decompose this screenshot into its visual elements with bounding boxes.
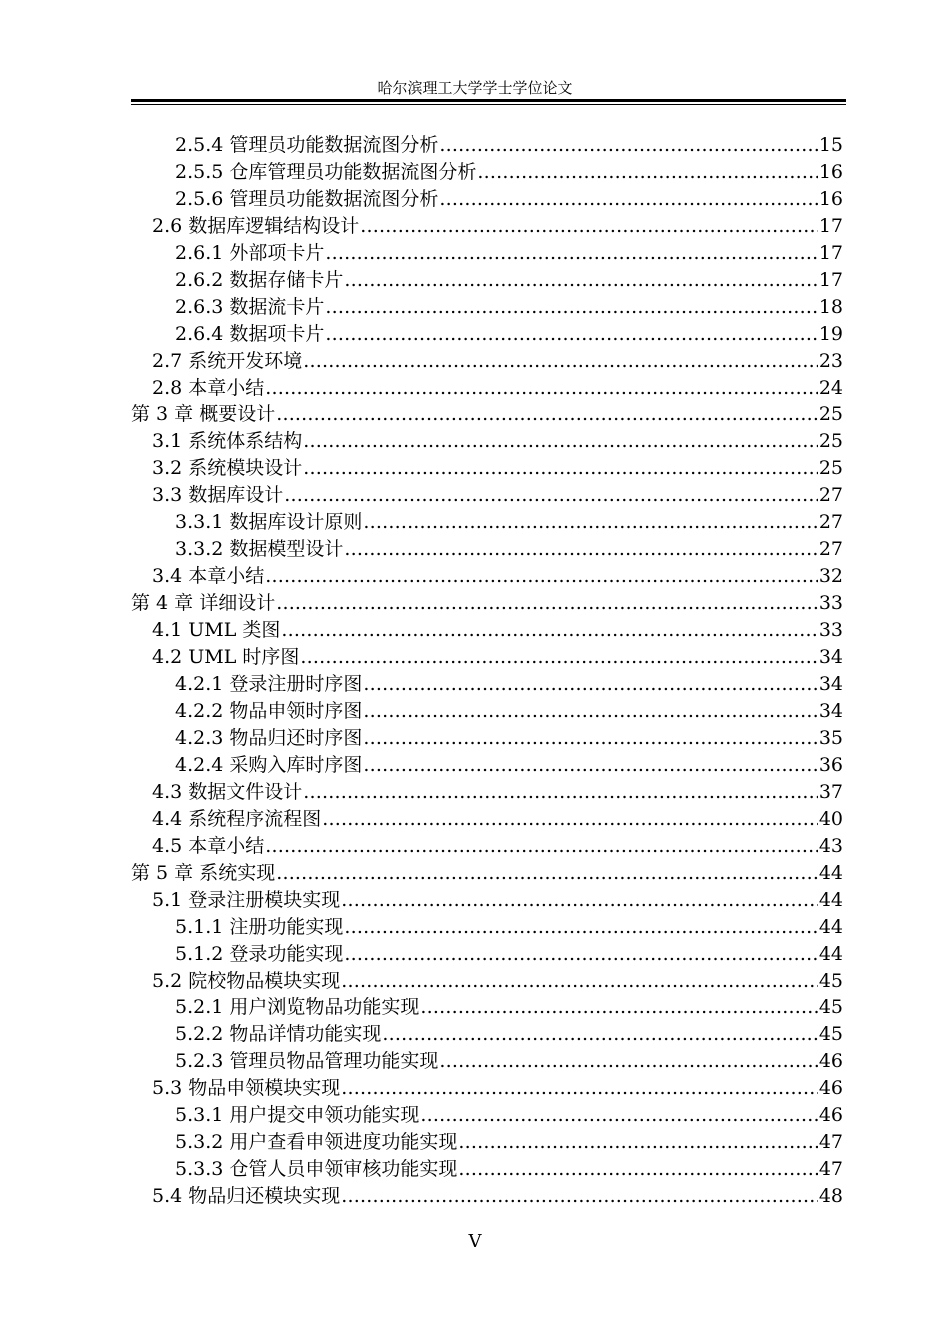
toc-entry-page: 25 [818,457,843,480]
toc-dot-leader [281,617,817,643]
toc-entry[interactable] [131,239,843,266]
toc-entry-label: 3.3 数据库设计 [152,484,284,507]
toc-entry[interactable] [131,158,843,185]
toc-entry-label: 5.3.2 用户查看申领进度功能实现 [175,1131,458,1154]
toc-entry-page: 46 [818,1077,843,1100]
toc-dot-leader [303,348,818,374]
toc-entry[interactable] [131,266,843,293]
toc-entry-label: 4.4 系统程序流程图 [152,807,322,830]
toc-dot-leader [363,698,817,724]
toc-entry-page: 46 [818,1104,843,1127]
toc-entry-label: 5.1.1 注册功能实现 [175,915,344,938]
toc-dot-leader [363,509,817,535]
toc-dot-leader [363,725,817,751]
running-header: 哈尔滨理工大学学士学位论文 [377,79,573,97]
toc-entry[interactable] [131,374,843,401]
toc-dot-leader [325,240,817,266]
toc-entry-label: 第 4 章 详细设计 [131,592,276,615]
toc-dot-leader [439,186,817,212]
toc-entry[interactable] [131,131,843,158]
toc-dot-leader [360,213,818,239]
toc-entry-page: 24 [818,376,843,399]
toc-entry-label: 4.3 数据文件设计 [152,780,303,803]
toc-dot-leader [341,1183,818,1209]
toc-dot-leader [382,1021,817,1047]
toc-entry-page: 34 [818,699,843,722]
toc-dot-leader [276,860,818,886]
toc-entry[interactable] [131,320,843,347]
toc-dot-leader [300,644,817,670]
toc-entry-label: 3.3.1 数据库设计原则 [175,511,363,534]
toc-entry-label: 2.6.1 外部项卡片 [175,241,325,264]
toc-dot-leader [341,887,818,913]
toc-dot-leader [420,1102,817,1128]
header-rule-thin [131,104,846,105]
toc-dot-leader [303,455,818,481]
toc-entry-page: 34 [818,673,843,696]
toc-dot-leader [303,779,818,805]
toc-entry-page: 17 [818,268,843,291]
toc-entry-label: 2.8 本章小结 [152,376,265,399]
toc-entry[interactable] [131,1155,843,1182]
toc-entry-page: 27 [818,484,843,507]
toc-entry-page: 40 [818,807,843,830]
toc-entry-label: 2.5.6 管理员功能数据流图分析 [175,187,439,210]
toc-dot-leader [363,671,817,697]
toc-entry-page: 17 [818,214,843,237]
toc-entry[interactable] [131,886,843,913]
toc-entry[interactable] [131,293,843,320]
toc-entry-label: 5.2 院校物品模块实现 [152,969,341,992]
toc-entry[interactable] [131,535,843,562]
toc-entry[interactable] [131,805,843,832]
toc-entry-label: 2.6.4 数据项卡片 [175,322,325,345]
toc-entry-page: 44 [818,861,843,884]
toc-entry-label: 5.1 登录注册模块实现 [152,888,341,911]
toc-entry[interactable] [131,562,843,589]
toc-entry[interactable] [131,1047,843,1074]
toc-dot-leader [341,1075,818,1101]
toc-entry[interactable] [131,697,843,724]
toc-entry-page: 44 [818,942,843,965]
toc-entry-label: 5.2.1 用户浏览物品功能实现 [175,996,420,1019]
toc-entry-page: 25 [818,430,843,453]
toc-entry-label: 2.6.3 数据流卡片 [175,295,325,318]
toc-dot-leader [265,833,818,859]
toc-entry-label: 5.2.2 物品详情功能实现 [175,1023,382,1046]
toc-entry-label: 3.3.2 数据模型设计 [175,538,344,561]
toc-entry[interactable] [131,1074,843,1101]
toc-entry-label: 4.2.3 物品归还时序图 [175,726,363,749]
toc-entry-label: 5.1.2 登录功能实现 [175,942,344,965]
toc-entry-page: 36 [818,753,843,776]
toc-entry-page: 19 [818,322,843,345]
toc-dot-leader [276,590,818,616]
toc-entry[interactable] [131,913,843,940]
toc-entry-page: 44 [818,888,843,911]
toc-entry[interactable] [131,832,843,859]
toc-dot-leader [344,941,817,967]
toc-entry-label: 2.7 系统开发环境 [152,349,303,372]
toc-dot-leader [344,914,817,940]
toc-entry-page: 33 [818,619,843,642]
toc-entry-label: 3.2 系统模块设计 [152,457,303,480]
toc-entry-label: 5.3 物品申领模块实现 [152,1077,341,1100]
toc-dot-leader [341,968,818,994]
toc-entry-label: 3.4 本章小结 [152,565,265,588]
toc-entry[interactable] [131,994,843,1021]
toc-dot-leader [303,428,818,454]
toc-entry-label: 4.5 本章小结 [152,834,265,857]
toc-dot-leader [344,267,817,293]
toc-entry-label: 2.6 数据库逻辑结构设计 [152,214,360,237]
toc-entry-page: 44 [818,915,843,938]
toc-dot-leader [284,482,818,508]
toc-entry[interactable] [131,427,843,454]
page-number: V [468,1231,482,1252]
toc-dot-leader [439,1048,817,1074]
toc-entry-label: 5.2.3 管理员物品管理功能实现 [175,1050,439,1073]
toc-dot-leader [458,1129,817,1155]
toc-entry[interactable] [131,643,843,670]
toc-entry-label: 5.3.3 仓管人员申领审核功能实现 [175,1158,458,1181]
toc-entry[interactable] [131,616,843,643]
toc-entry-page: 34 [818,646,843,669]
toc-entry-page: 47 [818,1131,843,1154]
toc-entry-page: 16 [818,160,843,183]
toc-entry-label: 第 5 章 系统实现 [131,861,276,884]
toc-dot-leader [265,375,818,401]
toc-dot-leader [477,159,817,185]
toc-entry-label: 2.5.4 管理员功能数据流图分析 [175,133,439,156]
toc-entry-label: 2.5.5 仓库管理员功能数据流图分析 [175,160,477,183]
toc-entry[interactable] [131,508,843,535]
toc-entry-page: 27 [818,538,843,561]
toc-dot-leader [363,752,817,778]
toc-entry-page: 27 [818,511,843,534]
toc-entry-page: 17 [818,241,843,264]
toc-entry-label: 4.1 UML 类图 [152,619,281,642]
toc-entry[interactable] [131,778,843,805]
toc-entry[interactable] [131,401,843,428]
toc-dot-leader [322,806,818,832]
toc-entry[interactable] [131,1182,843,1209]
toc-entry[interactable] [131,1020,843,1047]
toc-dot-leader [325,321,817,347]
toc-entry-label: 3.1 系统体系结构 [152,430,303,453]
toc-entry[interactable] [131,347,843,374]
table-of-contents [131,131,843,1209]
toc-entry[interactable] [131,1128,843,1155]
toc-entry[interactable] [131,859,843,886]
toc-entry-page: 46 [818,1050,843,1073]
toc-entry-label: 5.3.1 用户提交申领功能实现 [175,1104,420,1127]
toc-entry[interactable] [131,967,843,994]
toc-entry-label: 第 3 章 概要设计 [131,403,276,426]
toc-entry[interactable] [131,185,843,212]
toc-entry-page: 15 [818,133,843,156]
toc-entry[interactable] [131,481,843,508]
toc-entry-page: 18 [818,295,843,318]
toc-entry-page: 45 [818,969,843,992]
toc-entry-page: 23 [818,349,843,372]
toc-entry[interactable] [131,589,843,616]
toc-entry[interactable] [131,670,843,697]
toc-entry-label: 4.2.4 采购入库时序图 [175,753,363,776]
toc-dot-leader [420,994,817,1020]
toc-dot-leader [458,1156,817,1182]
toc-entry[interactable] [131,751,843,778]
toc-entry-page: 35 [818,726,843,749]
toc-dot-leader [344,536,817,562]
toc-entry-label: 2.6.2 数据存储卡片 [175,268,344,291]
toc-entry[interactable] [131,212,843,239]
toc-entry-page: 45 [818,1023,843,1046]
toc-entry-page: 43 [818,834,843,857]
toc-entry-label: 5.4 物品归还模块实现 [152,1185,341,1208]
toc-entry-page: 45 [818,996,843,1019]
toc-entry-page: 37 [818,780,843,803]
toc-entry-page: 47 [818,1158,843,1181]
toc-entry-page: 48 [818,1185,843,1208]
toc-entry-label: 4.2 UML 时序图 [152,646,300,669]
toc-entry-label: 4.2.1 登录注册时序图 [175,673,363,696]
toc-entry-page: 32 [818,565,843,588]
toc-entry[interactable] [131,454,843,481]
toc-entry[interactable] [131,940,843,967]
toc-entry[interactable] [131,1101,843,1128]
toc-dot-leader [276,401,818,427]
toc-dot-leader [265,563,818,589]
toc-entry-page: 25 [818,403,843,426]
toc-dot-leader [439,132,817,158]
header-rule-thick [131,99,846,102]
toc-entry[interactable] [131,724,843,751]
toc-entry-page: 16 [818,187,843,210]
toc-entry-label: 4.2.2 物品申领时序图 [175,699,363,722]
toc-dot-leader [325,294,817,320]
toc-entry-page: 33 [818,592,843,615]
